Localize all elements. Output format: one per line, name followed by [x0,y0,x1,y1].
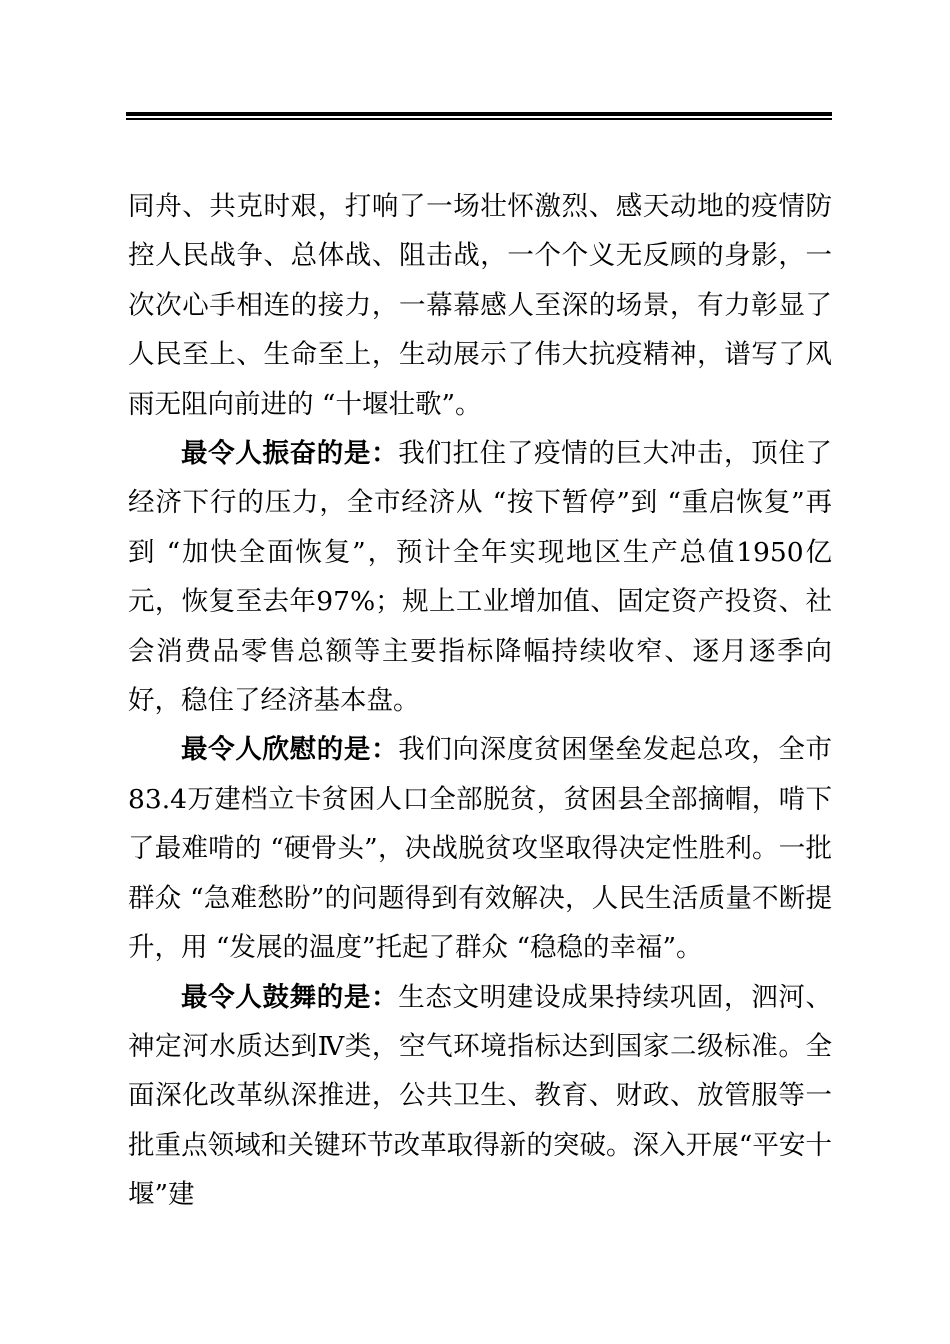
paragraph-encouraging [128,429,832,725]
paragraph-text: 生态文明建设成果持续巩固，泗河、神定河水质达到Ⅳ类，空气环境指标达到国家二级标准。全面深化改革纵深推进，公共卫生、教育、财政、放管服等一批重点领域和关键环节改革取得新的突破。深入开展“平安十堰”建 [128,981,833,1211]
paragraph-lead: 最令人鼓舞的是： [181,981,399,1013]
paragraph-continuation [128,182,832,429]
paragraph-lead: 最令人欣慰的是： [181,734,399,766]
header-rule-thick [126,112,832,116]
header-rule-thin [126,118,832,120]
paragraph-inspiring [128,973,832,1220]
paragraph-gratifying [128,725,832,972]
paragraph-lead: 最令人振奋的是： [181,438,399,470]
paragraph-text: 同舟、共克时艰，打响了一场壮怀激烈、感天动地的疫情防控人民战争、总体战、阻击战，一个个义无反顾的身影，一次次心手相连的接力，一幕幕感人至深的场景，有力彰显了人民至上、生命至上，生动展示了伟大抗疫精神，谱写了风雨无阻向前进的 “十堰壮歌”。 [128,191,832,420]
document-body [128,182,832,1220]
paragraph-text: 我们向深度贫困堡垒发起总攻，全市83.4万建档立卡贫困人口全部脱贫，贫困县全部摘帽，啃下了最难啃的 “硬骨头”，决战脱贫攻坚取得决定性胜利。一批群众 “急难愁盼”的问题得到有效解决，人民生活质量不断提升，用 “发展的温度”托起了群众 “稳稳的幸福”。 [128,734,833,964]
paragraph-text: 我们扛住了疫情的巨大冲击，顶住了经济下行的压力，全市经济从 “按下暂停”到 “重启恢复”再到 “加快全面恢复”，预计全年实现地区生产总值1950亿元，恢复至去年97%；规上工业增加值、固定资产投资、社会消费品零售总额等主要指标降幅持续收窄、逐月逐季向好，稳住了经济基本盘。 [128,438,833,717]
